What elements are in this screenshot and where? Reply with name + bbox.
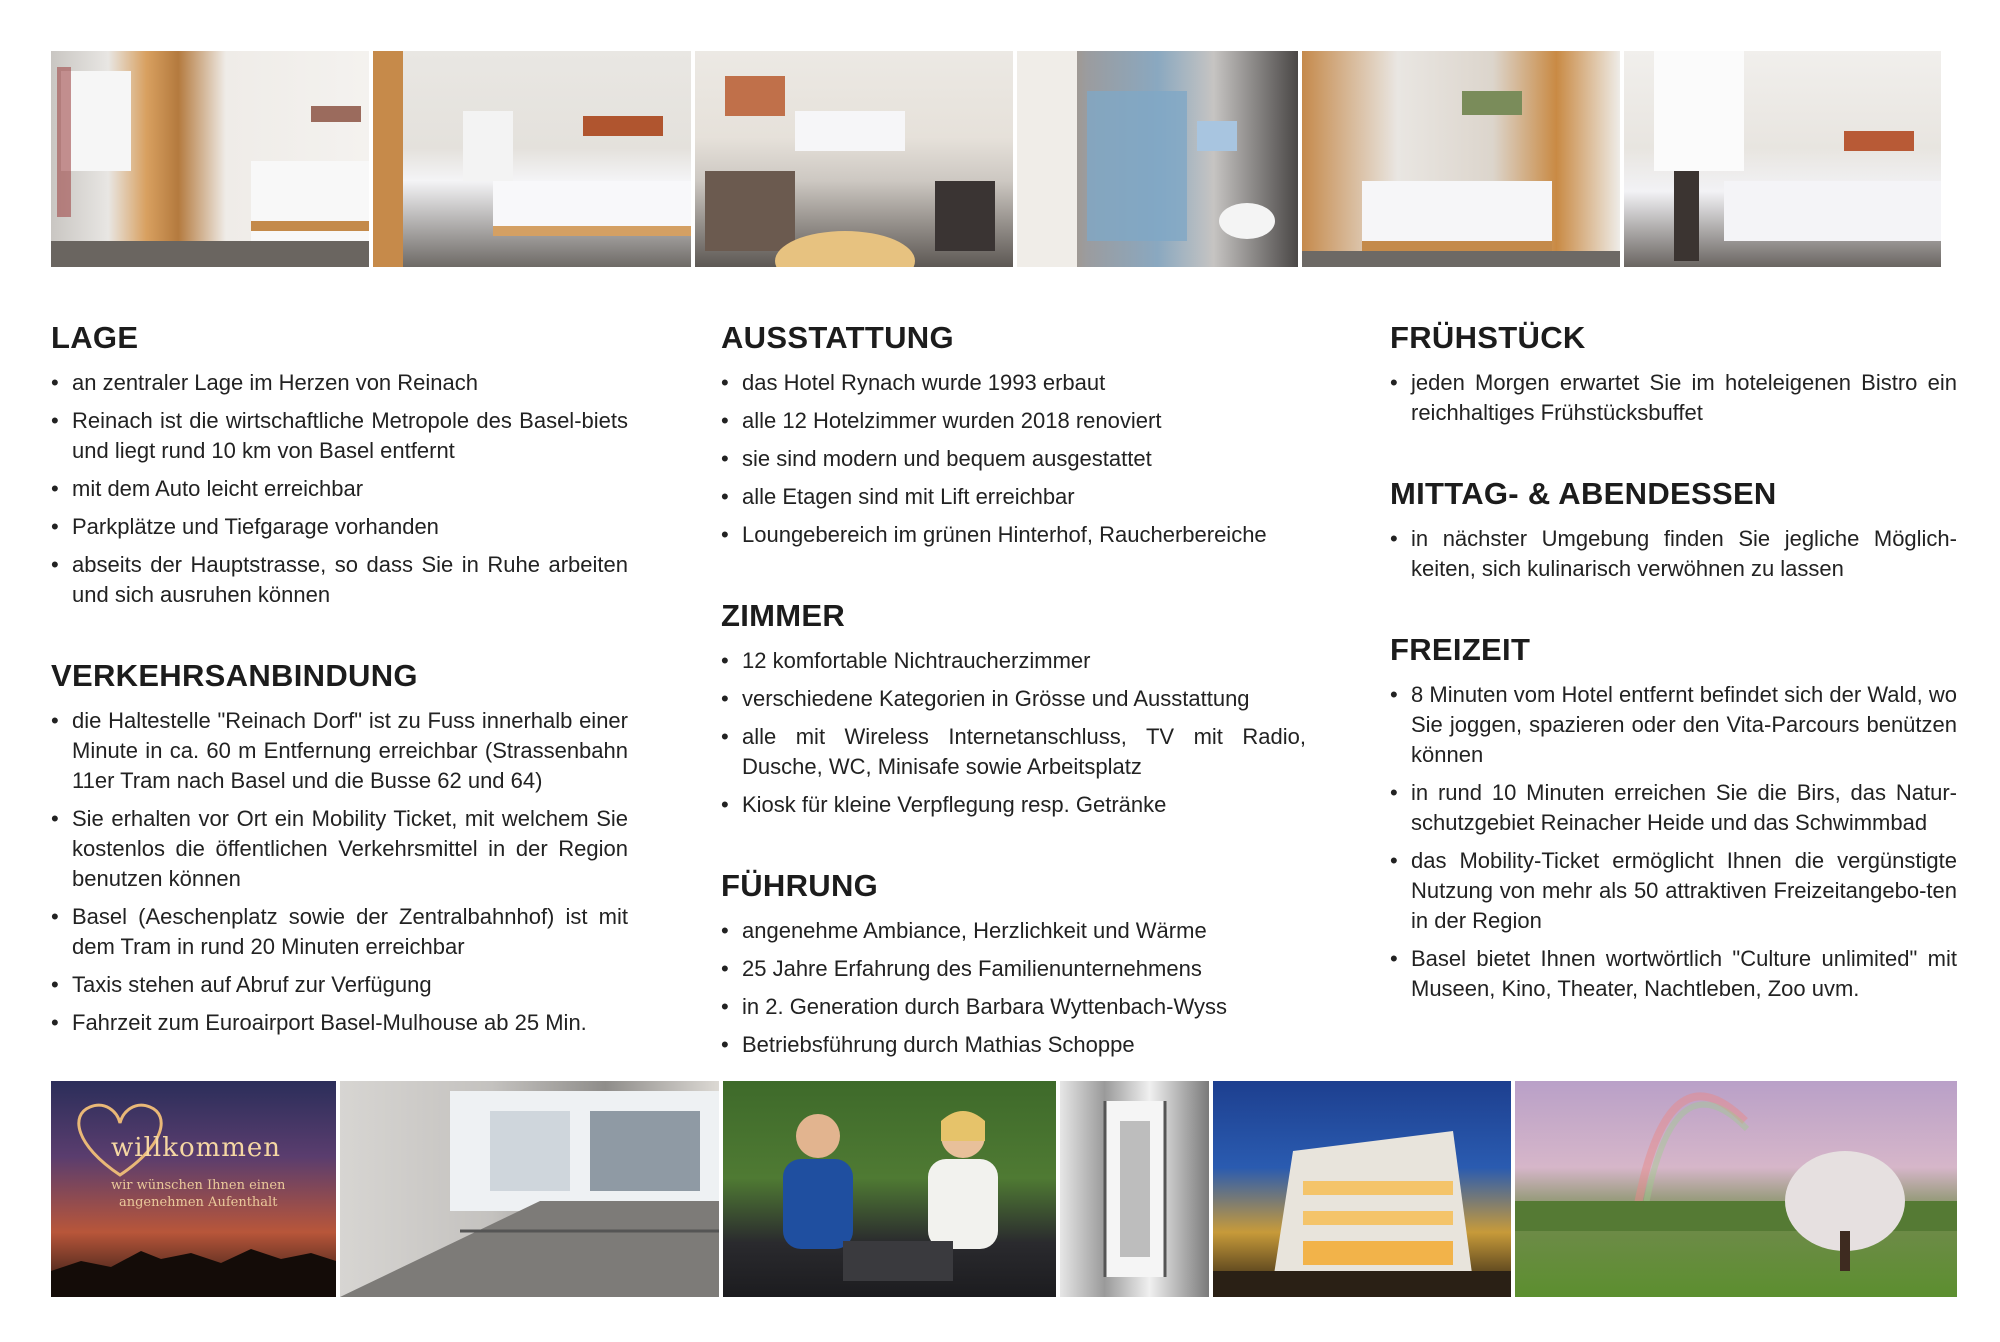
list-item: • Kiosk für kleine Verpflegung resp. Getränke [721,790,1306,820]
welcome-card [51,1081,336,1297]
column-right [1390,320,1957,1052]
heading-verkehrsanbindung: VERKEHRSANBINDUNG [51,658,418,693]
list-item: • 8 Minuten vom Hotel entfernt befindet sich der Wald, wo Sie joggen, spazieren oder den Vita-Parcours benützen können [1390,680,1957,770]
heading-freizeit: FREIZEIT [1390,632,1531,667]
list-item: • in rund 10 Minuten erreichen Sie die Birs, das Natur-schutzgebiet Reinacher Heide und das Schwimmbad [1390,778,1957,838]
list-verkehrsanbindung [51,706,628,1038]
hotel-bathroom-photo [1017,51,1298,267]
list-mittag-abendessen [1390,524,1957,584]
heading-zimmer: ZIMMER [721,598,846,633]
welcome-title: willkommen [111,1133,282,1163]
bottom-photo-strip [51,1081,1957,1297]
list-item: • Fahrzeit zum Euroairport Basel-Mulhouse ab 25 Min. [51,1008,628,1038]
list-item: • sie sind modern und bequem ausgestattet [721,444,1306,474]
list-item: • die Haltestelle "Reinach Dorf" ist zu Fuss innerhalb einer Minute in ca. 60 m Entfernung erreichbar (Strassenbahn 11er Tram nach Basel und die Busse 62 und 64) [51,706,628,796]
hotel-room-photo-2 [373,51,691,267]
meadow-rainbow-photo [1515,1081,1957,1297]
stairwell-photo [1060,1081,1209,1297]
list-item: • 25 Jahre Erfahrung des Familienunternehmens [721,954,1306,984]
heading-lage: LAGE [51,320,139,355]
list-item: • das Mobility-Ticket ermöglicht Ihnen die vergünstigte Nutzung von mehr als 50 attraktiven Freizeitangebo-ten in der Region [1390,846,1957,936]
list-item: • Taxis stehen auf Abruf zur Verfügung [51,970,628,1000]
hotel-room-photo-6 [1624,51,1941,267]
hotel-room-photo-3 [695,51,1013,267]
welcome-line-1: wir wünschen Ihnen einen [111,1178,286,1193]
list-item: • Betriebsführung durch Mathias Schoppe [721,1030,1306,1060]
list-item: • Sie erhalten vor Ort ein Mobility Ticket, mit welchem Sie kostenlos die öffentlichen Verkehrsmittel in der Region benutzen können [51,804,628,894]
welcome-subtitle [111,1177,285,1211]
list-item: • 12 komfortable Nichtraucherzimmer [721,646,1306,676]
hosts-photo [723,1081,1056,1297]
list-item: • verschiedene Kategorien in Grösse und Ausstattung [721,684,1306,714]
list-item: • Basel (Aeschenplatz sowie der Zentralbahnhof) ist mit dem Tram in rund 20 Minuten erreichbar [51,902,628,962]
list-item: • Reinach ist die wirtschaftliche Metropole des Basel-biets und liegt rund 10 km von Basel entfernt [51,406,628,466]
column-middle [721,320,1306,1108]
list-item: • alle Etagen sind mit Lift erreichbar [721,482,1306,512]
list-item: • in nächster Umgebung finden Sie jegliche Möglich-keiten, sich kulinarisch verwöhnen zu lassen [1390,524,1957,584]
list-item: • alle mit Wireless Internetanschluss, TV mit Radio, Dusche, WC, Minisafe sowie Arbeitsplatz [721,722,1306,782]
staircase-photo [340,1081,719,1297]
heading-mittag-abendessen: MITTAG- & ABENDESSEN [1390,476,1777,511]
hotel-room-photo-5 [1302,51,1620,267]
list-item: • jeden Morgen erwartet Sie im hoteleigenen Bistro ein reichhaltiges Frühstücksbuffet [1390,368,1957,428]
top-photo-strip [51,51,1957,267]
list-lage [51,368,628,610]
list-item: • in 2. Generation durch Barbara Wyttenbach-Wyss [721,992,1306,1022]
list-item: • Loungebereich im grünen Hinterhof, Raucherbereiche [721,520,1306,550]
list-freizeit [1390,680,1957,1004]
list-item: • an zentraler Lage im Herzen von Reinach [51,368,628,398]
list-ausstattung [721,368,1306,550]
heading-fuehrung: FÜHRUNG [721,868,879,903]
heading-ausstattung: AUSSTATTUNG [721,320,954,355]
list-item: • Parkplätze und Tiefgarage vorhanden [51,512,628,542]
list-fuehrung [721,916,1306,1060]
hotel-exterior-night-photo [1213,1081,1511,1297]
list-item: • alle 12 Hotelzimmer wurden 2018 renoviert [721,406,1306,436]
list-zimmer [721,646,1306,820]
column-left [51,320,628,1086]
list-item: • abseits der Hauptstrasse, so dass Sie in Ruhe arbeiten und sich ausruhen können [51,550,628,610]
heading-fruehstueck: FRÜHSTÜCK [1390,320,1586,355]
list-item: • Basel bietet Ihnen wortwörtlich "Culture unlimited" mit Museen, Kino, Theater, Nachtleben, Zoo uvm. [1390,944,1957,1004]
welcome-line-2: angenehmen Aufenthalt [118,1195,278,1210]
welcome-text [111,1133,285,1211]
hotel-room-photo-1 [51,51,369,267]
list-item: • mit dem Auto leicht erreichbar [51,474,628,504]
list-fruehstueck [1390,368,1957,428]
list-item: • das Hotel Rynach wurde 1993 erbaut [721,368,1306,398]
list-item: • angenehme Ambiance, Herzlichkeit und Wärme [721,916,1306,946]
